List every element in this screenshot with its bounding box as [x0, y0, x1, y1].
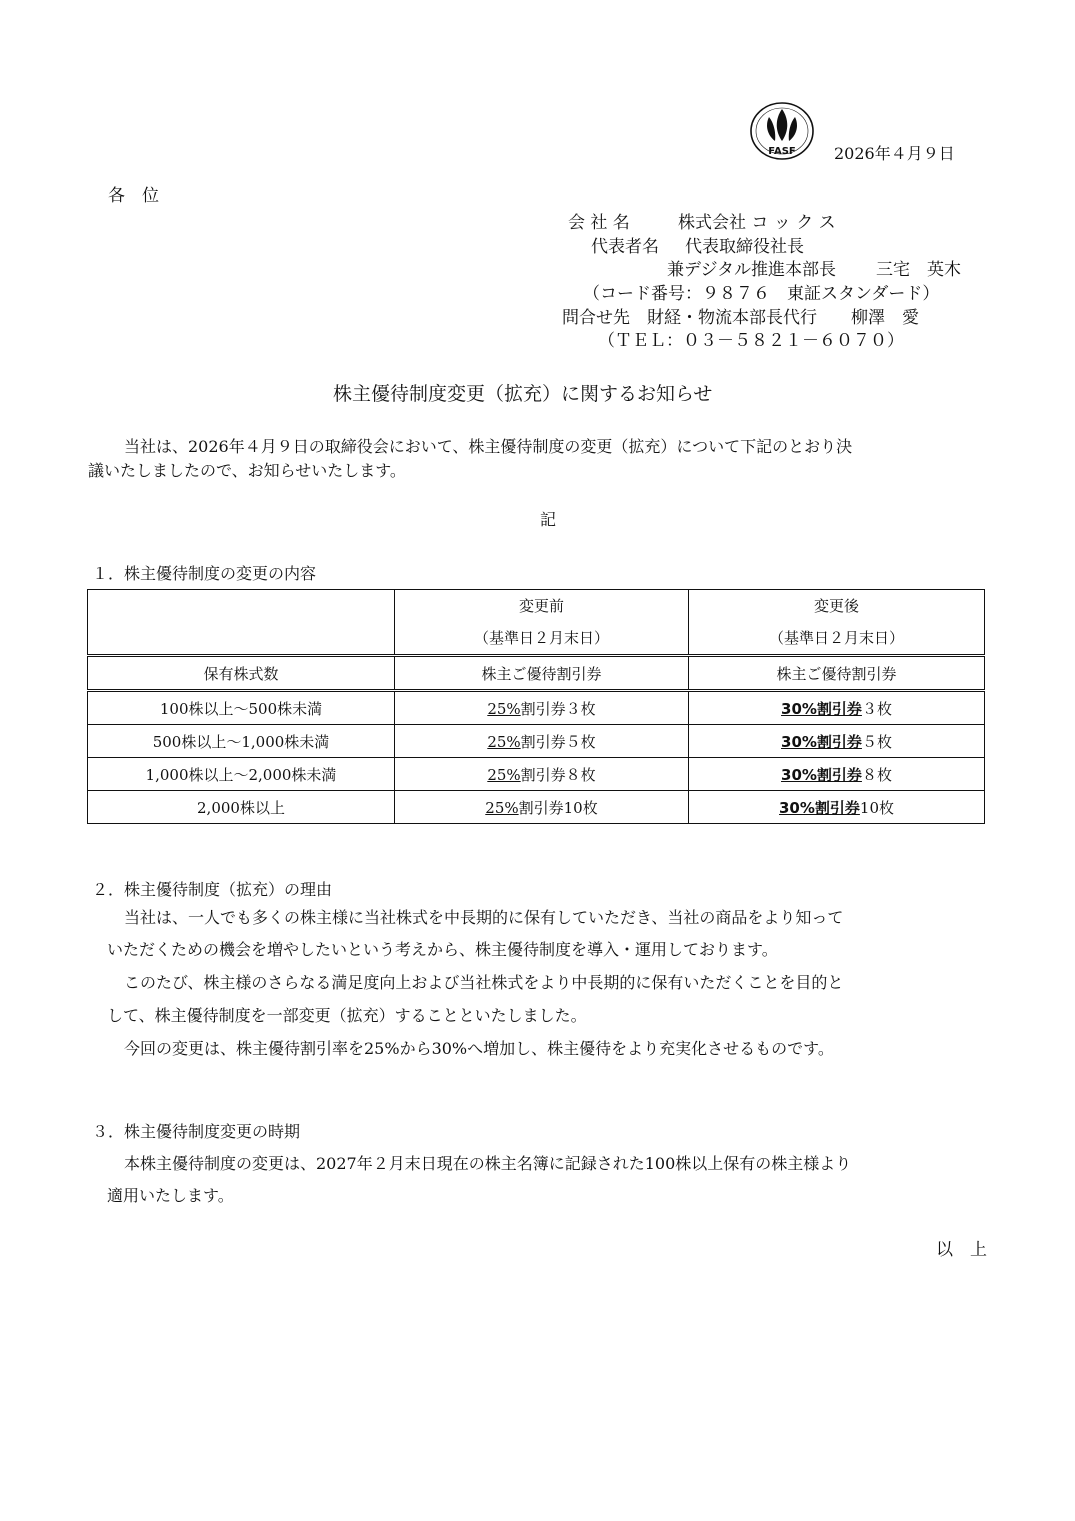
section2-heading: ２．株主優待制度（拡充）の理由	[92, 880, 333, 899]
header-after: 変更後 （基準日２月末日）	[689, 590, 985, 656]
section3-heading: ３．株主優待制度変更の時期	[92, 1122, 301, 1141]
svg-text:FASF: FASF	[768, 146, 796, 157]
stock-code: （コード番号：９８７６ 東証スタンダード）	[583, 284, 940, 304]
section2-line-3: このたび、株主様のさらなる満足度向上および当社株式をより中長期的に保有いただくことを目的と	[124, 973, 844, 992]
section3-line-2: 適用いたします。	[107, 1186, 234, 1205]
closing: 以 上	[936, 1240, 987, 1260]
table-row	[88, 725, 985, 758]
representative-title: 代表取締役社長	[685, 237, 804, 257]
shares-cell: 2,000株以上	[88, 791, 395, 824]
intro-line-1: 当社は、2026年４月９日の取締役会において、株主優待制度の変更（拡充）について下記のとおり決	[124, 437, 853, 456]
telephone: （ＴＥＬ：０３－５８２１－６０７０）	[598, 331, 904, 351]
before-cell: 25%割引券３枚	[395, 691, 689, 725]
after-cell: 30%割引券８枚	[689, 758, 985, 791]
representative-name: 三宅 英木	[876, 260, 961, 280]
company-name: 株式会社 コ ッ ク ス	[678, 213, 836, 233]
addressee: 各 位	[108, 186, 159, 206]
section2-line-2: いただくための機会を増やしたいという考えから、株主優待制度を導入・運用しております。	[107, 940, 778, 959]
section2-line-5: 今回の変更は、株主優待割引率を25%から30%へ増加し、株主優待をより充実化させるものです。	[124, 1039, 834, 1058]
shares-cell: 1,000株以上～2,000株未満	[88, 758, 395, 791]
after-cell: 30%割引券10枚	[689, 791, 985, 824]
col-after: 株主ご優待割引券	[689, 656, 985, 691]
contact: 問合せ先 財経・物流本部長代行 柳澤 愛	[562, 308, 919, 328]
document-title: 株主優待制度変更（拡充）に関するお知らせ	[333, 383, 713, 405]
intro-line-2: 議いたしましたので、お知らせいたします。	[88, 461, 406, 480]
table-header-row	[88, 590, 985, 656]
shares-cell: 500株以上～1,000株未満	[88, 725, 395, 758]
section3-line-1: 本株主優待制度の変更は、2027年２月末日現在の株主名簿に記録された100株以上保有の株主様より	[124, 1154, 852, 1173]
benefit-table	[87, 589, 985, 824]
section2-line-4: して、株主優待制度を一部変更（拡充）することといたしました。	[107, 1006, 587, 1025]
before-cell: 25%割引券５枚	[395, 725, 689, 758]
date: 2026年４月９日	[834, 144, 955, 163]
header-before: 変更前 （基準日２月末日）	[395, 590, 689, 656]
representative-title-2: 兼デジタル推進本部長	[667, 260, 836, 280]
table-row	[88, 758, 985, 791]
after-cell: 30%割引券３枚	[689, 691, 985, 725]
section2-line-1: 当社は、一人でも多くの株主様に当社株式を中長期的に保有していただき、当社の商品をより知って	[124, 908, 844, 927]
before-cell: 25%割引券10枚	[395, 791, 689, 824]
table-row	[88, 691, 985, 725]
table-subheader-row	[88, 656, 985, 691]
representative-label: 代表者名	[591, 237, 659, 257]
col-before: 株主ご優待割引券	[395, 656, 689, 691]
table-row	[88, 791, 985, 824]
header-empty-cell	[88, 590, 395, 656]
after-cell: 30%割引券５枚	[689, 725, 985, 758]
before-cell: 25%割引券８枚	[395, 758, 689, 791]
shares-cell: 100株以上～500株未満	[88, 691, 395, 725]
company-label: 会 社 名	[568, 213, 630, 233]
fasf-logo	[749, 101, 815, 161]
section1-heading: １．株主優待制度の変更の内容	[92, 564, 317, 583]
col-shares: 保有株式数	[88, 656, 395, 691]
ki-heading: 記	[540, 510, 557, 529]
